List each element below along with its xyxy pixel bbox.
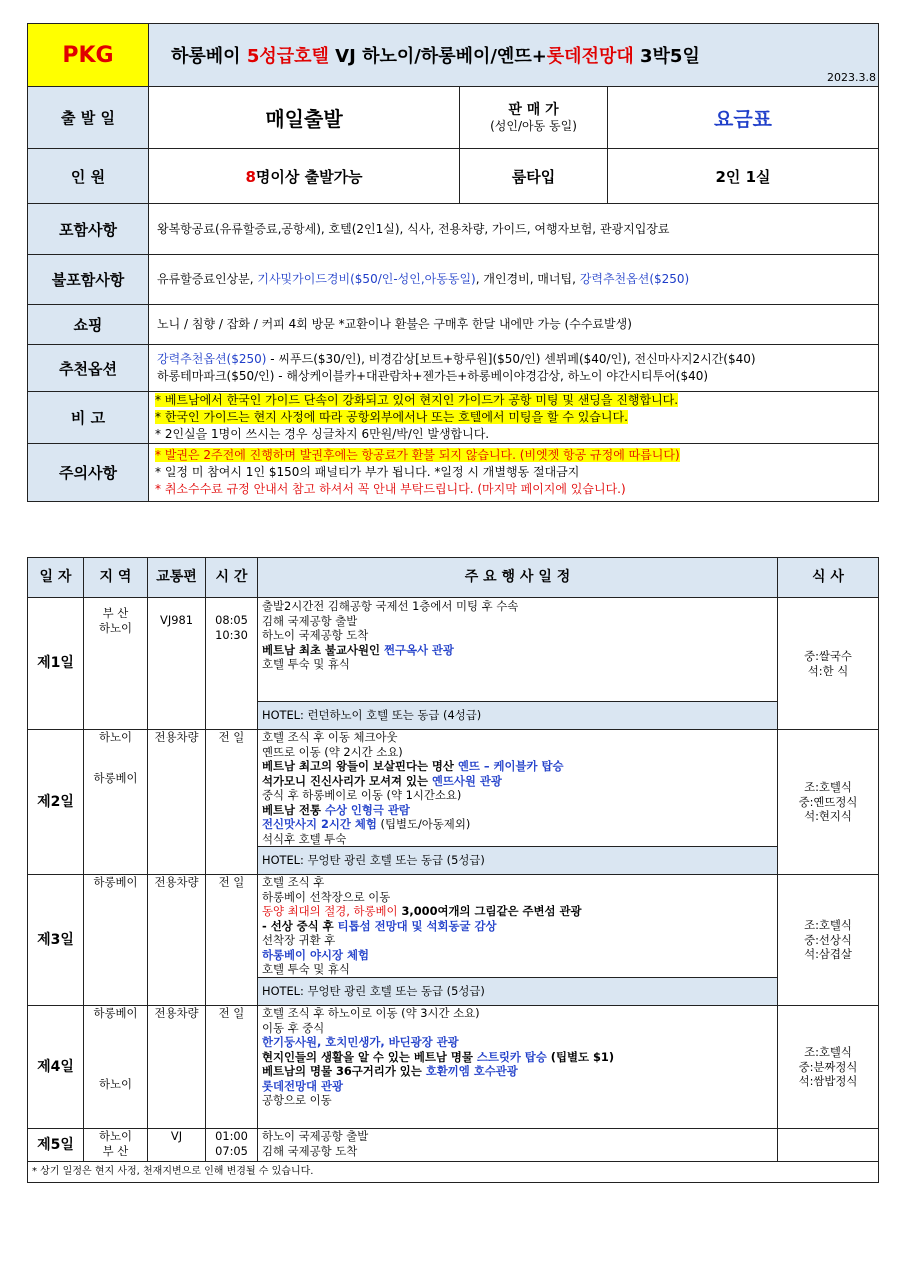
col-schedule: 주 요 행 사 일 정 xyxy=(258,558,778,598)
day5-activities: 하노이 국제공항 출발 김해 국제공항 도착 xyxy=(258,1129,778,1162)
people-value: 8명이상 출발가능 xyxy=(149,149,460,204)
shopping-label: 쇼핑 xyxy=(28,305,149,345)
day5-area: 하노이 부 산 xyxy=(84,1129,148,1162)
col-area: 지 역 xyxy=(84,558,148,598)
day4-transport: 전용차량 xyxy=(148,1006,206,1129)
day4-area: 하롱베이 하노이 xyxy=(84,1006,148,1129)
day1-area: 부 산 하노이 xyxy=(84,598,148,730)
day1-label: 제1일 xyxy=(28,598,84,730)
options-label: 추천옵션 xyxy=(28,345,149,392)
departure-value: 매일출발 xyxy=(149,87,460,149)
price-label: 판 매 가 (성인/아동 동일) xyxy=(460,87,608,149)
day3-area: 하롱베이 xyxy=(84,875,148,1006)
day2-label: 제2일 xyxy=(28,730,84,875)
day1-hotel: HOTEL: 런던하노이 호텔 또는 동급 (4성급) xyxy=(258,702,778,730)
day4-label: 제4일 xyxy=(28,1006,84,1129)
day3-transport: 전용차량 xyxy=(148,875,206,1006)
day4-meals: 조:호텔식 중:분짜정식 석:쌈밥정식 xyxy=(778,1006,879,1129)
day5-label: 제5일 xyxy=(28,1129,84,1162)
excluded-value: 유류할증료인상분, 기사및가이드경비($50/인-성인,아동동일), 개인경비, 매너팁, 강력추천옵션($250) xyxy=(149,255,879,305)
remarks-label: 비 고 xyxy=(28,392,149,444)
price-table-link[interactable]: 요금표 xyxy=(608,87,879,149)
day3-activities: 호텔 조식 후 하롱베이 선착장으로 이동 동양 최대의 절경, 하롱베이 3,000여개의 그림같은 주변섬 관광 - 선상 중식 후 티톱섬 전망대 및 석회동굴 감상 선착장 귀환 후 하롱베이 야시장 체험 호텔 투숙 및 휴식 xyxy=(258,875,778,978)
options-value: 강력추천옵션($250) - 씨푸드($30/인), 비경감상[보트+항루원]($50/인) 센뷔페($40/인), 전신마사지2시간($40) 하롱테마파크($50/인) - 해상케이블카+대관람차+젠가든+하롱베이야경감상, 하노이 야간시티투어($40) xyxy=(149,345,879,392)
day5-meals xyxy=(778,1129,879,1162)
day2-time: 전 일 xyxy=(206,730,258,875)
itinerary-table xyxy=(27,557,879,1183)
day2-activities: 호텔 조식 후 이동 체크아웃 옌뜨로 이동 (약 2시간 소요) 베트남 최고의 왕들이 보살핀다는 명산 옌뜨 – 케이블카 탑승 석가모니 진신사리가 모셔져 있는 옌뜨사원 관광 중식 후 하롱베이로 이동 (약 1시간소요) 베트남 전통 수상 인형극 관람 전신맛사지 2시간 체험 (팁별도/아동제외) 석식후 호텔 투숙 xyxy=(258,730,778,847)
package-title: 하롱베이 5성급호텔 VJ 하노이/하롱베이/옌뜨+롯데전망대 3박5일 2023.3.8 xyxy=(149,24,879,87)
excluded-label: 불포함사항 xyxy=(28,255,149,305)
day1-time: 08:05 10:30 xyxy=(206,598,258,730)
departure-label: 출 발 일 xyxy=(28,87,149,149)
day2-row xyxy=(28,730,879,847)
day5-transport: VJ xyxy=(148,1129,206,1162)
people-label: 인 원 xyxy=(28,149,149,204)
room-type-label: 룸타입 xyxy=(460,149,608,204)
day1-transport: VJ981 xyxy=(148,598,206,730)
day5-row xyxy=(28,1129,879,1162)
day3-time: 전 일 xyxy=(206,875,258,1006)
col-day: 일 자 xyxy=(28,558,84,598)
day2-transport: 전용차량 xyxy=(148,730,206,875)
day4-row xyxy=(28,1006,879,1129)
day3-row xyxy=(28,875,879,978)
day5-time: 01:00 07:05 xyxy=(206,1129,258,1162)
day3-meals: 조:호텔식 중:선상식 석:삼겹살 xyxy=(778,875,879,1006)
itinerary-footnote: * 상기 일정은 현지 사정, 천재지변으로 인해 변경될 수 있습니다. xyxy=(28,1162,879,1183)
day1-meals: 중:쌀국수 석:한 식 xyxy=(778,598,879,730)
col-transport: 교통편 xyxy=(148,558,206,598)
included-value: 왕복항공료(유류할증료,공항세), 호텔(2인1실), 식사, 전용차량, 가이드, 여행자보험, 관광지입장료 xyxy=(149,204,879,255)
day2-meals: 조:호텔식 중:옌뜨정식 석:현지식 xyxy=(778,730,879,875)
document-date: 2023.3.8 xyxy=(827,71,877,84)
day4-time: 전 일 xyxy=(206,1006,258,1129)
room-type-value: 2인 1실 xyxy=(608,149,879,204)
caution-label: 주의사항 xyxy=(28,444,149,502)
day2-hotel: HOTEL: 무엉탄 광린 호텔 또는 동급 (5성급) xyxy=(258,847,778,875)
day1-activities: 출발2시간전 김해공항 국제선 1층에서 미팅 후 수속 김해 국제공항 출발 하노이 국제공항 도착 베트남 최초 불교사원인 쩐구옥사 관광 호텔 투숙 및 휴식 xyxy=(258,598,778,702)
day2-area: 하노이 하롱베이 xyxy=(84,730,148,875)
col-meal: 식 사 xyxy=(778,558,879,598)
day3-label: 제3일 xyxy=(28,875,84,1006)
remarks-value: * 베트남에서 한국인 가이드 단속이 강화되고 있어 현지인 가이드가 공항 미팅 및 샌딩을 진행합니다. * 한국인 가이드는 현지 사정에 따라 공항외부에서나 또는 호텔에서 미팅을 할 수 있습니다. * 2인실을 1명이 쓰시는 경우 싱글차지 6만원/박/인 발생합니다. xyxy=(149,392,879,444)
package-info-table xyxy=(27,23,879,502)
day1-row xyxy=(28,598,879,702)
included-label: 포함사항 xyxy=(28,204,149,255)
caution-value: * 발권은 2주전에 진행하며 발권후에는 항공료가 환불 되지 않습니다. (비엣젯 항공 규정에 따릅니다) * 일정 미 참여시 1인 $150의 패널티가 부가 됩니다. *일정 시 개별행동 절대금지 * 취소수수료 규정 안내서 참고 하셔서 꼭 안내 부탁드립니다. (마지막 페이지에 있습니다.) xyxy=(149,444,879,502)
shopping-value: 노니 / 침향 / 잡화 / 커피 4회 방문 *교환이나 환불은 구매후 한달 내에만 가능 (수수료발생) xyxy=(149,305,879,345)
day3-hotel: HOTEL: 무엉탄 광린 호텔 또는 동급 (5성급) xyxy=(258,978,778,1006)
day4-activities: 호텔 조식 후 하노이로 이동 (약 3시간 소요) 이동 후 중식 한기둥사원, 호치민생가, 바딘광장 관광 현지인들의 생활을 알 수 있는 베트남 명물 스트릿카 탑승 (팁별도 $1) 베트남의 명물 36구거리가 있는 호환끼엠 호수관광 롯데전망대 관광 공항으로 이동 xyxy=(258,1006,778,1129)
col-time: 시 간 xyxy=(206,558,258,598)
pkg-badge: PKG xyxy=(28,24,149,87)
